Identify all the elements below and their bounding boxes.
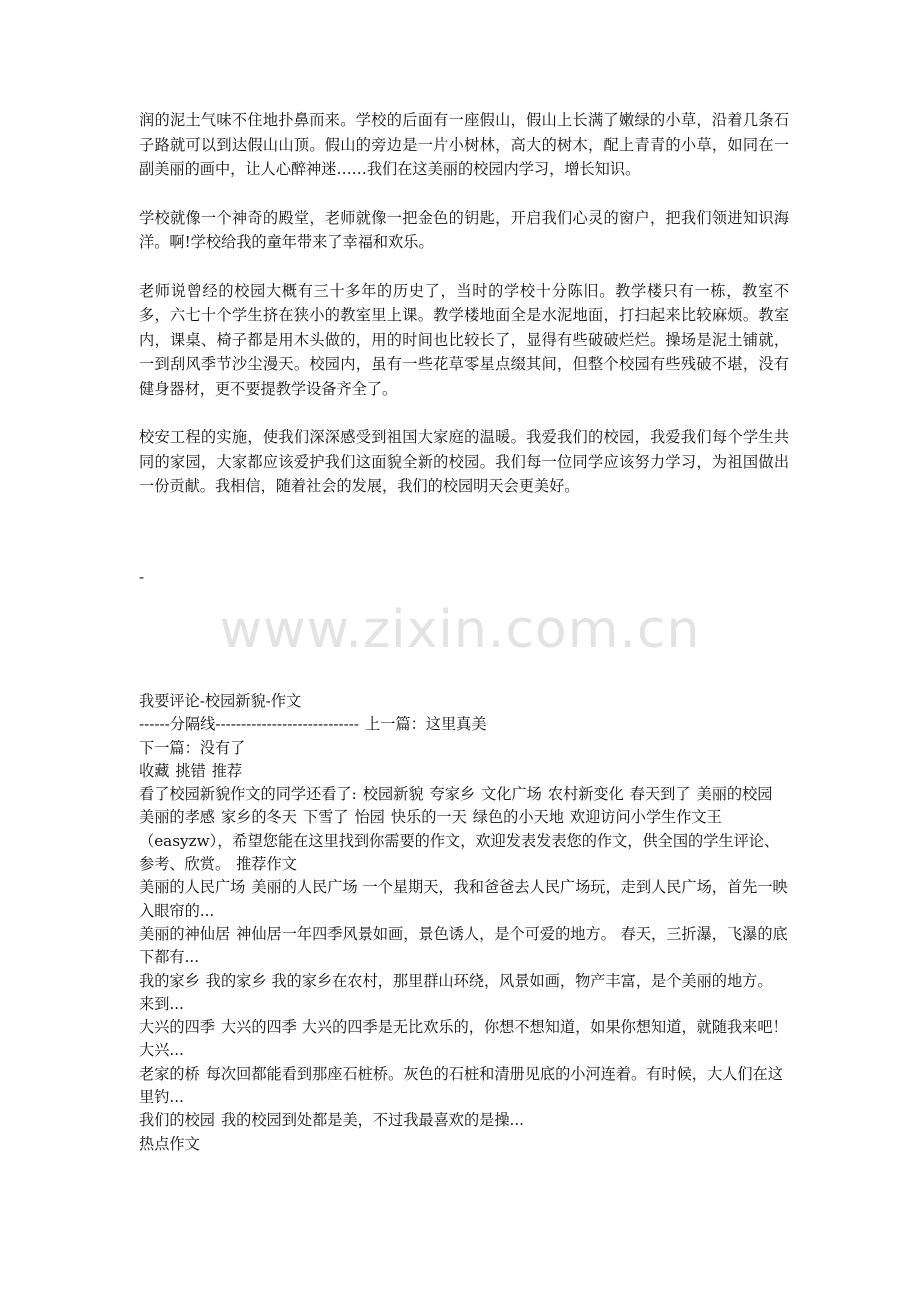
related-link[interactable]: 夸家乡	[429, 785, 476, 804]
recommended-snippet: 美丽的人民广场 一个星期天，我和爸爸去人民广场玩，走到人民广场，首先一映入眼帘的...	[139, 878, 788, 920]
recommended-title[interactable]: 老家的桥	[139, 1064, 200, 1083]
comment-link[interactable]	[139, 690, 789, 713]
divider-text: ------分隔线----------------------------	[139, 715, 360, 734]
recommended-item	[139, 923, 789, 970]
article-paragraph: 学校就像一个神奇的殿堂，老师就像一把金色的钥匙，开启我们心灵的窗户，把我们领进知识海洋。啊!学校给我的童年带来了幸福和欢乐。	[139, 208, 789, 251]
article-footer	[139, 690, 789, 1156]
recommended-snippet: 大兴的四季 大兴的四季是无比欢乐的，你想不想知道，如果你想知道，就随我来吧！ 大兴...	[139, 1018, 788, 1060]
recommended-snippet: 我的家乡 我的家乡在农村，那里群山环绕，风景如画，物产丰富，是个美丽的地方。 来到...	[139, 971, 773, 1013]
separator-dash: -	[139, 568, 145, 586]
recommended-item	[139, 1063, 789, 1110]
recommended-title[interactable]: 大兴的四季	[139, 1018, 215, 1037]
article-body	[139, 108, 789, 499]
recommended-title[interactable]: 美丽的人民广场	[139, 878, 246, 897]
recommended-item	[139, 876, 789, 923]
next-row	[139, 737, 789, 760]
related-link[interactable]: 美丽的孝感	[139, 808, 215, 827]
article-paragraph: 老师说曾经的校园大概有三十多年的历史了，当时的学校十分陈旧。教学楼只有一栋，教室不多，六七十个学生挤在狭小的教室里上课。教学楼地面全是水泥地面，打扫起来比较麻烦。教室内，课桌、椅子都是用木头做的，用的时间也比较长了，显得有些破破烂烂。操场是泥土铺就，一到刮风季节沙尘漫天。校园内，虽有一些花草零星点缀其间，但整个校园有些残破不堪，没有健身器材，更不要提教学设备齐全了。	[139, 281, 789, 398]
hot-heading: 热点作文	[139, 1134, 200, 1153]
report-error-button[interactable]: 挑错	[175, 761, 206, 780]
article-paragraph: 润的泥土气味不住地扑鼻而来。学校的后面有一座假山，假山上长满了嫩绿的小草，沿着几条石子路就可以到达假山山顶。假山的旁边是一片小树林，高大的树木，配上青青的小草，如同在一副美丽的画中，让人心醉神迷……我们在这美丽的校园内学习，增长知识。	[139, 111, 789, 178]
next-article-link[interactable]: 下一篇：没有了	[139, 738, 246, 757]
recommended-item	[139, 1016, 789, 1063]
related-link[interactable]: 快乐的一天	[390, 808, 467, 827]
recommended-item	[139, 1109, 789, 1132]
related-intro: 看了校园新貌作文的同学还看了:	[139, 785, 357, 804]
recommended-title[interactable]: 我的家乡	[139, 971, 200, 990]
favorite-button[interactable]: 收藏	[139, 761, 170, 780]
divider-row	[139, 713, 789, 736]
related-block	[139, 783, 789, 876]
welcome-text: 欢迎访问小学生作文王（easyzw），希望您能在这里找到你需要的作文，欢迎发表发表您的作文，供全国的学生评论、参考、欣赏。	[139, 808, 780, 874]
prev-article-link[interactable]: 上一篇：这里真美	[365, 715, 487, 734]
recommended-item	[139, 970, 789, 1017]
action-row	[139, 760, 789, 783]
comment-link-text[interactable]: 我要评论-校园新貌-作文	[139, 692, 302, 710]
related-link[interactable]: 绿色的小天地	[472, 808, 564, 827]
recommended-title[interactable]: 我们的校园	[139, 1111, 215, 1130]
recommended-snippet: 神仙居一年四季风景如画，景色诱人，是个可爱的地方。 春天，三折瀑，飞瀑的底下都有...	[139, 924, 788, 967]
recommended-title[interactable]: 美丽的神仙居	[139, 924, 231, 943]
recommended-snippet: 每次回都能看到那座石桩桥。灰色的石桩和清册见底的小河连着。有时候，大人们在这里钓...	[139, 1064, 783, 1107]
article-paragraph: 校安工程的实施，使我们深深感受到祖国大家庭的温暖。我爱我们的校园，我爱我们每个学生共同的家园，大家都应该爱护我们这面貌全新的校园。我们每一位同学应该努力学习，为祖国做出一份贡献。我相信，随着社会的发展，我们的校园明天会更美好。	[139, 428, 789, 495]
related-link[interactable]: 家乡的冬天	[220, 808, 297, 827]
related-link[interactable]: 下雪了	[302, 808, 349, 827]
related-link[interactable]: 校园新貌	[362, 785, 424, 804]
watermark: www.zixin.com.cn	[219, 600, 701, 660]
related-link[interactable]: 怡园	[354, 808, 385, 827]
recommend-heading: 推荐作文	[236, 855, 297, 874]
recommended-snippet: 我的校园到处都是美，不过我最喜欢的是操...	[220, 1111, 524, 1130]
related-link[interactable]: 文化广场	[481, 785, 542, 804]
related-link[interactable]: 美丽的校园	[696, 785, 773, 804]
recommend-button[interactable]: 推荐	[211, 761, 243, 780]
related-link[interactable]: 春天到了	[629, 785, 691, 804]
related-link[interactable]: 农村新变化	[547, 785, 624, 804]
